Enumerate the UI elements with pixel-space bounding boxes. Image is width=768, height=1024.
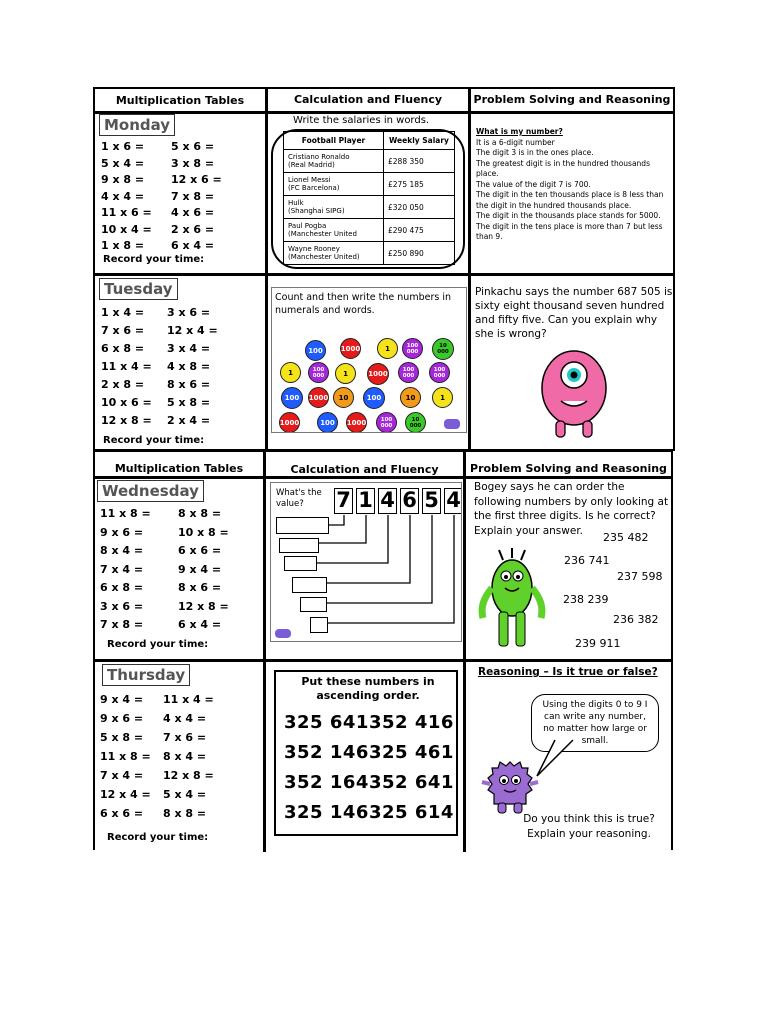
multiplication-fact: 1 x 4 = bbox=[101, 306, 145, 319]
day-label-wednesday: Wednesday bbox=[97, 480, 204, 502]
day-label-monday: Monday bbox=[99, 114, 175, 136]
counter-ball: 10 bbox=[400, 387, 421, 408]
pink-monster-icon bbox=[539, 345, 609, 440]
digit-box: 4 bbox=[378, 488, 397, 514]
logo-icon bbox=[444, 419, 460, 429]
salary-row bbox=[284, 242, 455, 265]
number-to-order: 325 614 bbox=[369, 802, 454, 823]
salary-task bbox=[268, 114, 468, 272]
number-to-order: 352 146 bbox=[284, 742, 369, 763]
multiplication-fact: 11 x 4 = bbox=[163, 693, 214, 706]
bogey-number: 237 598 bbox=[617, 570, 663, 583]
counter-ball: 100 000 bbox=[376, 412, 397, 433]
logo-icon-2 bbox=[275, 629, 291, 638]
salary-task-title: Write the salaries in words. bbox=[293, 115, 430, 126]
digit-box: 5 bbox=[422, 488, 441, 514]
number-to-order: 325 461 bbox=[369, 742, 454, 763]
multiplication-fact: 11 x 8 = bbox=[100, 507, 151, 520]
record-time-wednesday: Record your time: bbox=[107, 639, 209, 650]
answer-box-3[interactable] bbox=[284, 556, 317, 571]
salary-table bbox=[283, 131, 455, 265]
multiplication-fact: 7 x 4 = bbox=[100, 562, 144, 576]
multiplication-fact: 5 x 4 = bbox=[163, 788, 207, 801]
clue-line: It is a 6-digit number bbox=[476, 137, 555, 147]
multiplication-fact: 12 x 6 = bbox=[171, 173, 222, 186]
purple-monster-icon bbox=[480, 756, 540, 816]
multiplication-fact: 5 x 8 = bbox=[100, 731, 144, 744]
bogey-number: 236 382 bbox=[613, 613, 659, 626]
counter-ball: 10 bbox=[333, 387, 354, 408]
count-balls-task bbox=[271, 287, 467, 433]
bogey-number: 235 482 bbox=[603, 531, 649, 544]
weekly-salary: £250 890 bbox=[384, 242, 455, 265]
header-problem-solving-2: Problem Solving and Reasoning bbox=[470, 462, 667, 475]
weekly-salary: £288 350 bbox=[384, 150, 455, 173]
multiplication-fact: 4 x 8 = bbox=[167, 360, 211, 373]
multiplication-fact: 2 x 8 = bbox=[101, 378, 145, 391]
counter-ball: 100 000 bbox=[308, 362, 329, 383]
player-name: Hulk bbox=[288, 199, 304, 207]
clue-line: The digit in the tens place is more than 7 but less than 9. bbox=[476, 221, 663, 241]
multiplication-fact: 9 x 6 = bbox=[100, 712, 144, 725]
multiplication-fact: 3 x 8 = bbox=[171, 156, 215, 170]
salary-row bbox=[284, 150, 455, 173]
multiplication-fact: 1 x 8 = bbox=[101, 239, 145, 252]
multiplication-fact: 6 x 8 = bbox=[101, 342, 145, 355]
bubble-tail bbox=[535, 738, 585, 778]
multiplication-fact: 6 x 4 = bbox=[171, 239, 215, 252]
day-label-thursday: Thursday bbox=[102, 664, 190, 686]
reasoning-title: Reasoning – Is it true or false? bbox=[478, 666, 658, 678]
multiplication-fact: 3 x 6 = bbox=[167, 306, 211, 319]
multiplication-fact: 8 x 8 = bbox=[178, 507, 222, 520]
bogey-number: 238 239 bbox=[563, 593, 609, 606]
player-name: Paul Pogba bbox=[288, 222, 327, 230]
salary-row bbox=[284, 219, 455, 242]
multiplication-fact: 6 x 6 = bbox=[178, 544, 222, 557]
multiplication-fact: 8 x 8 = bbox=[163, 807, 207, 820]
multiplication-fact: 9 x 8 = bbox=[101, 173, 145, 186]
clue-line: The greatest digit is in the hundred thousands place. bbox=[476, 158, 650, 178]
player-club: (Manchester United) bbox=[288, 253, 360, 261]
digit-box: 1 bbox=[356, 488, 375, 514]
counter-ball: 1000 bbox=[367, 363, 389, 385]
multiplication-fact: 4 x 6 = bbox=[171, 206, 215, 219]
multiplication-fact: 8 x 4 = bbox=[100, 544, 144, 557]
counter-ball: 1000 bbox=[340, 338, 361, 359]
weekly-salary: £275 185 bbox=[384, 173, 455, 196]
multiplication-fact: 4 x 4 = bbox=[163, 712, 207, 725]
counter-ball: 100 000 bbox=[402, 338, 423, 359]
counter-ball: 1000 bbox=[308, 387, 329, 408]
multiplication-fact: 6 x 8 = bbox=[100, 581, 144, 594]
ascending-order-task bbox=[274, 670, 458, 836]
clue-line: The digit 3 is in the ones place. bbox=[476, 148, 594, 157]
multiplication-fact: 3 x 6 = bbox=[100, 599, 144, 613]
place-value-task bbox=[270, 482, 462, 642]
player-club: (Manchester United bbox=[288, 230, 357, 238]
multiplication-fact: 10 x 4 = bbox=[101, 222, 152, 236]
salary-row bbox=[284, 173, 455, 196]
bogey-number: 236 741 bbox=[564, 554, 610, 567]
counter-ball: 1 bbox=[377, 338, 398, 359]
green-monster-icon bbox=[477, 548, 547, 652]
salary-header-salary: Weekly Salary bbox=[384, 132, 455, 150]
multiplication-fact: 6 x 6 = bbox=[100, 807, 144, 820]
multiplication-fact: 12 x 4 = bbox=[167, 324, 218, 337]
counter-ball: 10 000 bbox=[405, 412, 426, 433]
counter-ball: 100 000 bbox=[398, 362, 419, 383]
multiplication-fact: 2 x 6 = bbox=[171, 222, 215, 236]
weekly-salary: £320 050 bbox=[384, 196, 455, 219]
week1-grid bbox=[93, 87, 675, 451]
salary-row bbox=[284, 196, 455, 219]
player-name: Wayne Rooney bbox=[288, 245, 340, 253]
number-to-order: 325 146 bbox=[284, 802, 369, 823]
speech-bubble: Using the digits 0 to 9 I can write any number, no matter how large or small. bbox=[531, 694, 659, 752]
multiplication-fact: 7 x 4 = bbox=[100, 769, 144, 782]
multiplication-fact: 8 x 6 = bbox=[178, 581, 222, 594]
multiplication-fact: 4 x 4 = bbox=[101, 189, 145, 203]
player-club: (Real Madrid) bbox=[288, 161, 335, 169]
header-calculation-fluency: Calculation and Fluency bbox=[293, 93, 443, 106]
counter-ball: 100 000 bbox=[429, 362, 450, 383]
multiplication-fact: 1 x 6 = bbox=[101, 140, 145, 153]
header-problem-solving: Problem Solving and Reasoning bbox=[473, 93, 671, 106]
counter-ball: 1000 bbox=[346, 412, 367, 433]
week2-grid bbox=[93, 450, 673, 850]
multiplication-fact: 6 x 4 = bbox=[178, 618, 222, 631]
counter-ball: 100 bbox=[281, 387, 303, 409]
multiplication-fact: 8 x 6 = bbox=[167, 378, 211, 391]
player-name: Lionel Messi bbox=[288, 176, 331, 184]
multiplication-fact: 7 x 8 = bbox=[171, 189, 215, 203]
whats-the-value-label: What's the value? bbox=[276, 488, 322, 509]
bogey-number: 239 911 bbox=[575, 637, 621, 650]
number-to-order: 352 641 bbox=[369, 772, 454, 793]
multiplication-fact: 8 x 4 = bbox=[163, 750, 207, 763]
counter-ball: 100 bbox=[305, 340, 326, 361]
pinkachu-question: Pinkachu says the number 687 505 is sixty eight thousand seven hundred and fifty five. Can you explain why she is wrong? bbox=[475, 286, 673, 340]
answer-box-1[interactable] bbox=[276, 517, 329, 534]
answer-box-6[interactable] bbox=[310, 617, 328, 633]
multiplication-fact: 11 x 4 = bbox=[101, 360, 152, 373]
multiplication-fact: 9 x 4 = bbox=[178, 562, 222, 576]
multiplication-fact: 7 x 8 = bbox=[100, 618, 144, 631]
number-to-order: 352 164 bbox=[284, 772, 369, 793]
counter-ball: 1000 bbox=[279, 412, 300, 433]
multiplication-fact: 5 x 8 = bbox=[167, 396, 211, 409]
counter-ball: 1 bbox=[280, 362, 301, 383]
what-is-my-number bbox=[476, 127, 671, 272]
reasoning-question: Do you think this is true? Explain your reasoning. bbox=[523, 813, 655, 840]
ps-title-what-is-my-number: What is my number? bbox=[476, 127, 563, 136]
salary-header-player: Football Player bbox=[284, 132, 384, 150]
player-club: (FC Barcelona) bbox=[288, 184, 340, 192]
digit-box: 6 bbox=[400, 488, 419, 514]
count-balls-title: Count and then write the numbers in numerals and words. bbox=[275, 292, 451, 316]
multiplication-fact: 12 x 8 = bbox=[178, 599, 229, 613]
header-calculation-fluency-2: Calculation and Fluency bbox=[290, 463, 439, 476]
player-club: (Shanghai SIPG) bbox=[288, 207, 345, 215]
clue-line: The value of the digit 7 is 700. bbox=[476, 179, 591, 189]
bogey-question: Bogey says he can order the following numbers by only looking at the first three digits. Is he correct? Explain your answer. bbox=[474, 481, 669, 537]
multiplication-fact: 2 x 4 = bbox=[167, 414, 211, 427]
record-time-monday: Record your time: bbox=[103, 254, 205, 265]
counter-ball: 100 bbox=[363, 387, 385, 409]
counter-ball: 100 bbox=[317, 412, 338, 433]
multiplication-fact: 12 x 8 = bbox=[163, 769, 214, 782]
answer-box-5[interactable] bbox=[300, 597, 327, 612]
header-multiplication-tables-2: Multiplication Tables bbox=[114, 462, 244, 475]
multiplication-fact: 3 x 4 = bbox=[167, 342, 211, 355]
counter-ball: 10 000 bbox=[432, 338, 454, 360]
answer-box-2[interactable] bbox=[279, 538, 319, 553]
weekly-salary: £290 475 bbox=[384, 219, 455, 242]
multiplication-fact: 11 x 8 = bbox=[100, 750, 151, 763]
ascending-order-title: Put these numbers in ascending order. bbox=[301, 675, 435, 702]
number-to-order: 325 641 bbox=[284, 712, 369, 733]
header-multiplication-tables: Multiplication Tables bbox=[115, 94, 245, 107]
record-time-tuesday: Record your time: bbox=[103, 435, 205, 446]
multiplication-fact: 5 x 4 = bbox=[101, 156, 145, 170]
multiplication-fact: 7 x 6 = bbox=[163, 731, 207, 744]
day-label-tuesday: Tuesday bbox=[99, 278, 178, 300]
record-time-thursday: Record your time: bbox=[107, 832, 209, 843]
counter-ball: 1 bbox=[335, 363, 356, 384]
clue-line: The digit in the thousands place stands for 5000. bbox=[476, 211, 661, 220]
multiplication-fact: 5 x 6 = bbox=[171, 140, 215, 153]
digit-box: 4 bbox=[444, 488, 462, 514]
player-name: Cristiano Ronaldo bbox=[288, 153, 350, 161]
multiplication-fact: 12 x 8 = bbox=[101, 414, 152, 427]
counter-ball: 1 bbox=[432, 387, 453, 408]
multiplication-fact: 10 x 8 = bbox=[178, 525, 229, 539]
multiplication-fact: 10 x 6 = bbox=[101, 396, 152, 409]
multiplication-fact: 9 x 4 = bbox=[100, 693, 144, 706]
number-to-order: 352 416 bbox=[369, 712, 454, 733]
multiplication-fact: 11 x 6 = bbox=[101, 206, 152, 219]
clue-line: The digit in the ten thousands place is 8 less than the digit in the hundred thousands place. bbox=[476, 190, 664, 210]
multiplication-fact: 12 x 4 = bbox=[100, 788, 151, 801]
answer-box-4[interactable] bbox=[292, 577, 327, 593]
multiplication-fact: 9 x 6 = bbox=[100, 525, 144, 539]
digit-box: 7 bbox=[334, 488, 353, 514]
multiplication-fact: 7 x 6 = bbox=[101, 324, 145, 337]
